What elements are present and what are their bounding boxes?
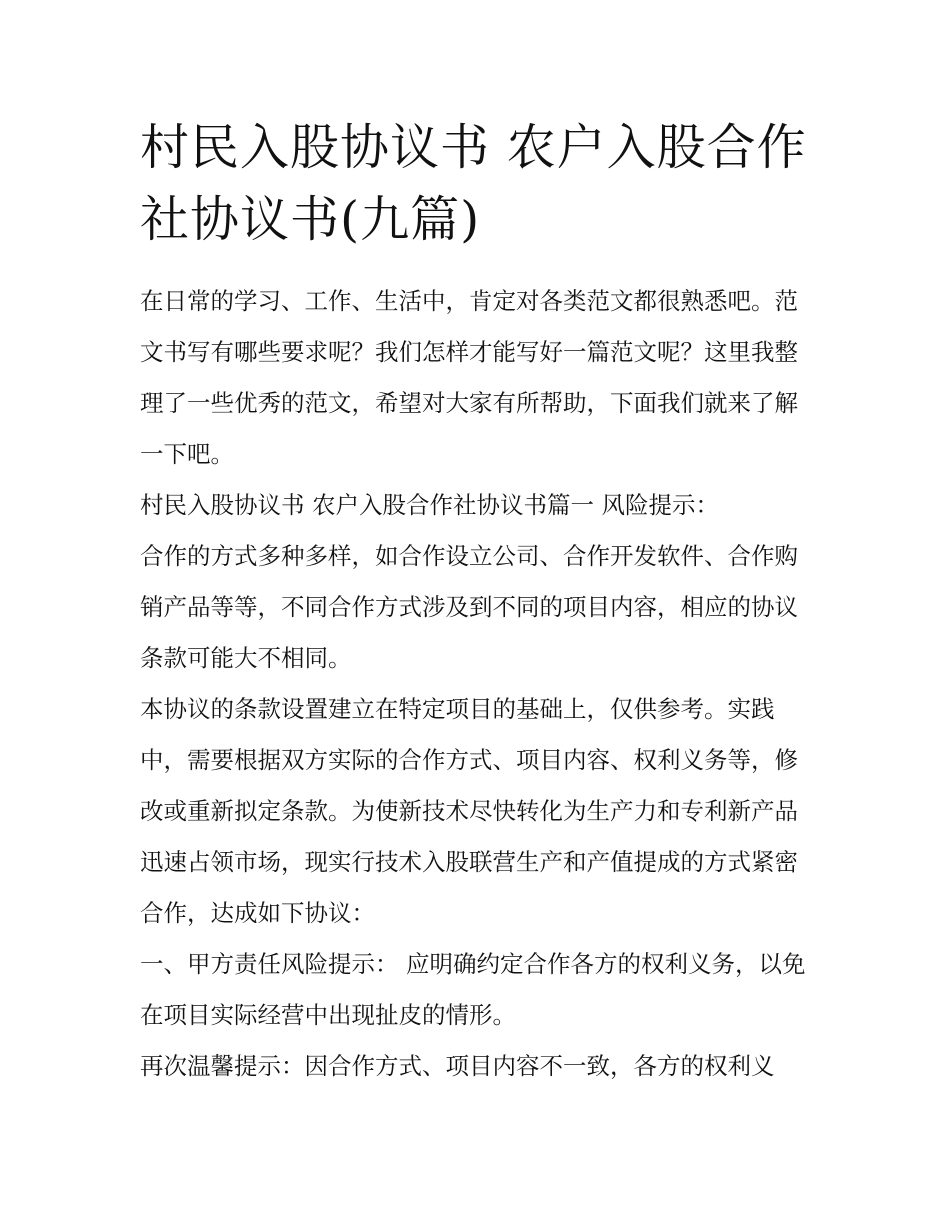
document-title: 村民入股协议书 农户入股合作社协议书(九篇) bbox=[140, 119, 807, 248]
paragraph-section-heading: 村民入股协议书 农户入股合作社协议书篇一 风险提示： bbox=[140, 491, 719, 519]
paragraph-reminder: 再次温馨提示：因合作方式、项目内容不一致，各方的权利义 bbox=[140, 1052, 775, 1080]
paragraph-cooperation-methods: 合作的方式多种多样，如合作设立公司、合作开发软件、合作购销产品等等，不同合作方式涉及到不同的项目内容，相应的协议条款可能大不相同。 bbox=[140, 542, 798, 672]
document-body bbox=[140, 276, 820, 1092]
paragraph-agreement-basis: 本协议的条款设置建立在特定项目的基础上，仅供参考。实践中，需要根据双方实际的合作方式、项目内容、权利义务等，修改或重新拟定条款。为使新技术尽快转化为生产力和专利新产品迅速占领市场，现实行技术入股联营生产和产值提成的方式紧密合作，达成如下协议： bbox=[140, 695, 798, 927]
paragraph-party-a-responsibility: 一、甲方责任风险提示： 应明确约定合作各方的权利义务，以免在项目实际经营中出现扯皮的情形。 bbox=[140, 950, 806, 1029]
paragraph-intro: 在日常的学习、工作、生活中，肯定对各类范文都很熟悉吧。范文书写有哪些要求呢？我们怎样才能写好一篇范文呢？这里我整理了一些优秀的范文，希望对大家有所帮助，下面我们就来了解一下吧。 bbox=[140, 287, 798, 468]
